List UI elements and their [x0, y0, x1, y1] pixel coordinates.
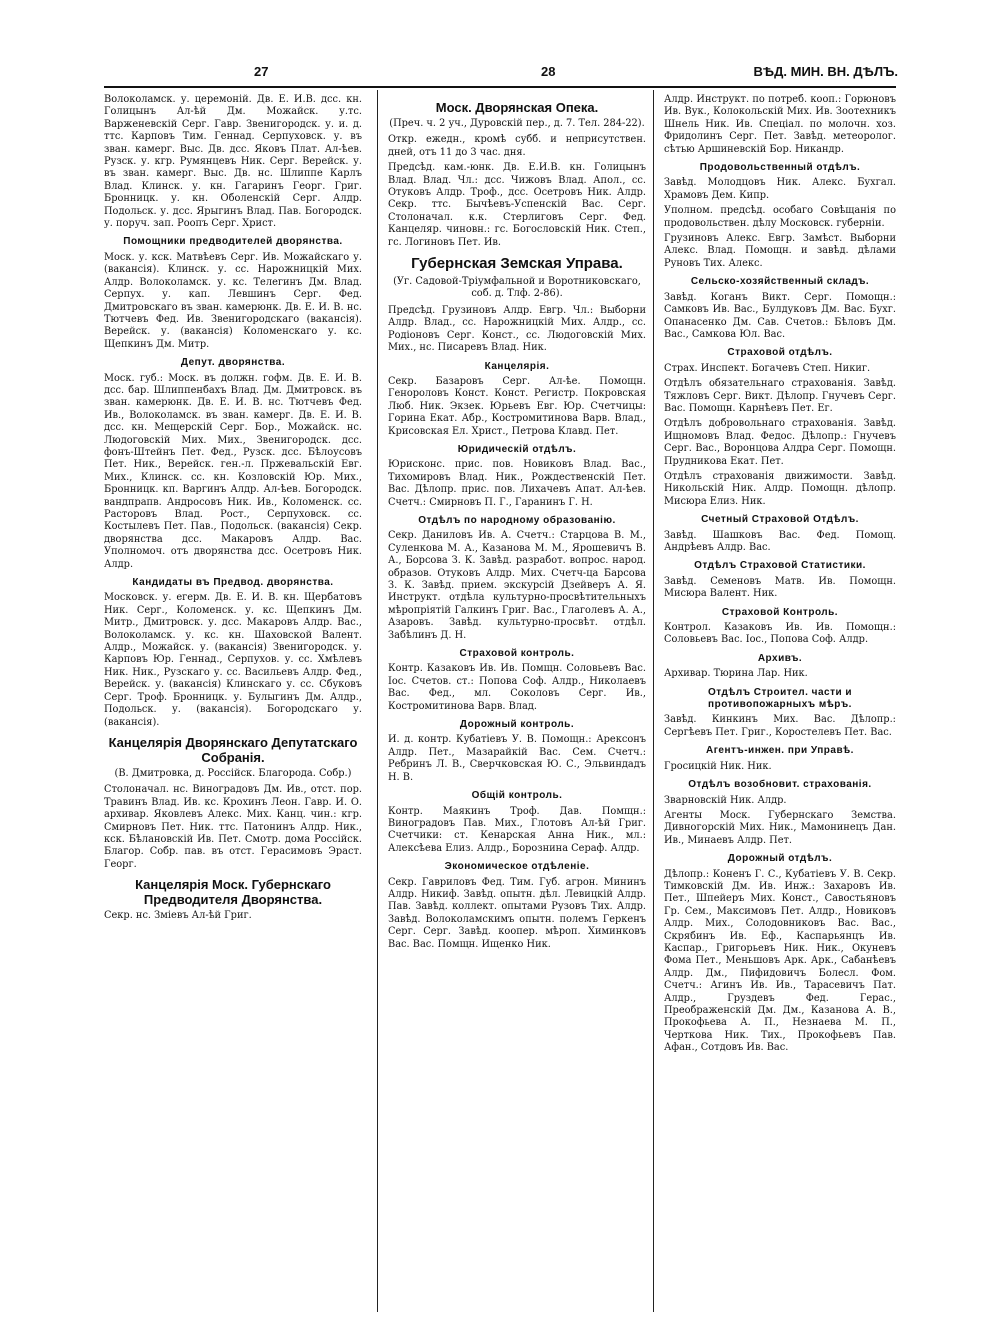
- section-heading: Депут. дворянства.: [180, 357, 286, 369]
- section-heading: Агентъ-инжен. при Управѣ.: [706, 745, 854, 757]
- entry-paragraph: Отдѣлъ страхованія движимости. Завѣд. Никольскій Ник. Алдр. Помощн. дѣлопр. Мисюра Елиз. Ник.: [664, 470, 896, 507]
- entry-paragraph: Отдѣлъ добровольнаго страхованія. Завѣд. Ищномовъ Влад. Федос. Дѣлопр.: Гнучевъ Серг. Вас., Воронцова Алдра Серг. Помощн. Прудникова Екат. Пет.: [664, 418, 896, 467]
- section-heading: Общій контроль.: [471, 790, 563, 802]
- column-middle: [388, 94, 646, 1314]
- entry-paragraph: Откр. ежедн., кромѣ субб. и неприсутствен. дней, отъ 11 до 3 час. дня.: [388, 134, 646, 158]
- entry-paragraph: Контр. Казаковъ Ив. Ив. Помщн. Соловьевъ Вас. Іос. Счетов. ст.: Попова Соф. Алдр., Николаевъ Вас. Фед., мл. Соколовъ Серг. Ив., Костромитинова Варв. Влад.: [388, 663, 646, 712]
- entry-paragraph: Волоколамск. у. церемоній. Дв. Е. И.В. дсс. кн. Голицынъ Ал-ѣй Дм. Можайск. у.тс. Варженевскій Серг. Гавр. Звенигородск. у. и. д. ттс. Карповъ Тим. Геннад. Серпуховск. у. въ зван. камерг. Выс. Дв. дсс. Яковъ Плат. Ал-ѣев. Рузск. у. кгр. Румянцевъ Ник. Серг. Верейск. у. въ зван. камерг. Выс. Дв. нс. Шлиппе Карлъ Влад. Клинск. у. кн. Гагаринъ Георг. Григ. Бронницк. у. кн. Оболенскій Серг. Алдр. Подольск. у. дсс. Ярыгинъ Влад. Пав. Богородск. у. поруч. зап. Роопъ Серг. Христ.: [104, 94, 362, 230]
- section-heading: Страховой Контроль.: [721, 606, 839, 618]
- entry-paragraph: Агенты Моск. Губернскаго Земства. Дивногорскій Мих. Ник., Мамонинецъ Дан. Ив., Минаевъ Алдр. Пет.: [664, 809, 896, 846]
- entry-paragraph: Московск. у. егерм. Дв. Е. И. В. кн. Щербатовъ Ник. Серг., Коломенск. у. кс. Щепкинъ Дм. Митр., Дмитровск. у. дсс. Макаровъ Алдр. Вас., Волоколамск. у. кс. кн. Шаховской Валент. Алдр., Можайск. у. (вакансія) Звенигородск. у. Карповъ Юр. Геннад., Серпухов. у. сс. Хмѣлевъ Ник. Ник., Рузскаго у. сс. Васильевъ Алдр. Фед., Верейск. у. (вакансія) Клинскаго у. сс. Сбуковъ Серг. Троф. Бронницк. у. Булыгинъ Дм. Алдр., Подольск. у. (вакансія). Богородскаго у. (вакансія).: [104, 592, 362, 728]
- entry-paragraph: Завѣд. Молодцовъ Ник. Алекс. Бухгал. Храмовъ Дем. Кипр.: [664, 177, 896, 201]
- section-heading: Экономическое отдѣленіе.: [444, 861, 590, 873]
- entry-paragraph: Моск. у. кск. Матвѣевъ Серг. Ив. Можайскаго у. (вакансія). Клинск. у. сс. Нарожницкій Мих. Алдр. Волоколамск. у. кс. Телегинъ Дм. Влад. Серпух. у. кап. Левшинъ Серг. Фед. Дмитровскаго въ зван. камерюнк. Дв. Е. И. В. нс. Тютчевъ Фед. Ив. Звенигородскаго (вакансія). Верейск. у. (вакансія) Коломенскаго у. кс. Щепкинъ Дм. Митр.: [104, 251, 362, 350]
- section-heading: Сельско-хозяйственный складъ.: [690, 276, 870, 288]
- entry-paragraph: Контр. Маякинъ Троф. Дав. Помщн.: Виноградовъ Пав. Мих., Глотовъ Ал-ѣй Григ. Счетчики: ст. Кенарская Анна Ник., мл.: Алексѣева Елиз. Алдр., Борознина Сераф. Алдр.: [388, 805, 646, 854]
- block-heading: Моск. Дворянская Опека.: [435, 100, 599, 115]
- entry-paragraph: Уполном. предсѣд. особаго Совѣщанія по продовольствен. дѣлу Московск. губерніи.: [664, 205, 896, 229]
- entry-paragraph: Дѣлопр.: Коненъ Г. С., Кубатіевъ У. В. Секр. Тимковскій Дм. Ив. Инж.: Захаровъ Ив. Пет., Шпейеръ Мих. Конст., Савостьяновъ Гр. Сем., Максимовъ Пет. Алдр., Новиковъ Алдр. Мих., Солодовниковъ Вас. Вас., Скрябинъ Ив. Еф., Каспарьянцъ Ив. Каспар., Григорьевъ Ник. Ник., Окуневъ Фома Пет., Меньшовъ Арк. Арк., Сабанѣевъ Алдр. Дм., Пифидовичъ Болесл. Фом. Счетч.: Агинъ Ив. Ив., Тарасевичъ Пат. Алдр., Груздевъ Фед. Герас., Преображенскій Дм. Дм., Казанова А. В., Прокофьева А. П., Незнаева М. П., Черткова Ник. Тих., Прокофьевъ Пав. Афан., Сотдовъ Ив. Вас.: [664, 868, 896, 1054]
- entry-paragraph: Предсѣд. Грузиновъ Алдр. Евгр. Чл.: Выборни Алдр. Влад., сс. Нарожницкій Мих. Алдр., сс. Родіоновъ Серг. Конст., сс. Людоговскій Мих. Мих., нс. Писаревъ Влад. Ник.: [388, 304, 646, 354]
- entry-paragraph: Столоначал. нс. Виноградовъ Дм. Ив., отст. пор. Травинъ Влад. Ив. кс. Крохинъ Леон. Гавр. И. О. архивар. Яковлевъ Алекс. Мих. Канц. чин.: кгр. Смирновъ Пет. Ник. ттс. Патонинъ Алдр. Ник., кск. Бѣлановскій Ив. Пет. Смотр. дома Россійск. Благор. Собр. пав. въ отст. Герасимовъ Эраст. Георг.: [104, 784, 362, 870]
- section-heading: Счетный Страховой Отдѣлъ.: [701, 514, 859, 526]
- entry-paragraph: И. д. контр. Кубатіевъ У. В. Помощн.: Арексонъ Алдр. Пет., Мазарайкій Вас. Сем. Счетч.: Ребринъ Л. В., Сверчковская Ю. С., Эльвиндадъ Н. В.: [388, 734, 646, 783]
- column-divider-2: [653, 90, 654, 1312]
- section-heading: Помощники предводителей дворянства.: [123, 236, 343, 248]
- address-note: (Преч. ч. 2 уч., Дуровскій пер., д. 7. Тел. 284-22).: [389, 118, 645, 129]
- entry-paragraph: Алдр. Инструкт. по потреб. кооп.: Горюновъ Ив. Вук., Колокольскій Мих. Ив. Зоотехникъ Шнель Ник. Ив. Спеціал. по молочн. хоз. Фридолинъ Серг. Пет. Завѣд. метеоролог. сѣтью Аршиневскій Бор. Никандр.: [664, 94, 896, 155]
- page-number-left: 27: [254, 64, 269, 79]
- entry-paragraph: Контрол. Казаковъ Ив. Ив. Помощн.: Соловьевъ Вас. Іос., Попова Соф. Алдр.: [664, 622, 896, 646]
- page-number-center: 28: [541, 64, 556, 79]
- section-heading: Страховой отдѣлъ.: [727, 347, 833, 359]
- entry-paragraph: Отдѣлъ обязательнаго страхованія. Завѣд. Тяжловъ Серг. Викт. Дѣлопр. Гнучевъ Серг. Вас. Помощн. Карнѣевъ Пет. Ег.: [664, 378, 896, 414]
- entry-paragraph: Секр. Даниловъ Ив. А. Счетч.: Старцова В. М., Суленкова М. А., Казанова М. М., Ярошевичъ В. А., Борсова З. К. Завѣд. разработ. вопрос. народ. образов. Отуковъ Алдр. Мих. Счетч-ца Барсова З. К. Завѣд. прием. экскурсій Дзейверъ А. Я. Инструкт. отдѣла культурно-просвѣтительныхъ мѣропріятій Галкинъ Григ. Вас., Глаголевъ А. А., Азаровъ. Завѣд. культурно-просвѣт. отдѣл. Забѣлинъ Д. Н.: [388, 530, 646, 641]
- column-divider-1: [377, 90, 378, 1312]
- header-rule: [104, 86, 896, 88]
- entry-paragraph: Завѣд. Кинкинъ Мих. Вас. Дѣлопр.: Сергѣевъ Пет. Григ., Коростелевъ Пет. Вас.: [664, 714, 896, 738]
- entry-paragraph: Гросицкій Ник. Ник.: [664, 760, 772, 772]
- section-heading: Кандидаты въ Предвод. дворянства.: [132, 577, 334, 589]
- major-heading: Губернская Земская Управа.: [411, 255, 623, 273]
- section-heading: Юридическій отдѣлъ.: [457, 443, 577, 455]
- entry-paragraph: Завѣд. Коганъ Викт. Серг. Помощн.: Самковъ Ив. Вас., Булдуковъ Дм. Вас. Бухг. Опанасенко Дм. Сав. Счетов.: Бѣловъ Дм. Вас., Самкова Юл. Вас.: [664, 291, 896, 340]
- block-heading: Канцелярія Моск. Губернскаго Предводителя Дворянства.: [135, 877, 331, 908]
- section-heading: Продовольственный отдѣлъ.: [699, 162, 861, 174]
- entry-paragraph: Завѣд. Семеновъ Матв. Ив. Помощн. Мисюра Валент. Ник.: [664, 575, 896, 600]
- section-heading: Архивъ.: [757, 652, 803, 664]
- entry-paragraph: Юрисконс. прис. пов. Новиковъ Влад. Вас., Тихомировъ Влад. Ник., Рождественскій Пет. Вас. Дѣлопр. прис. пов. Лихачевъ Апат. Ал-ѣев. Счетч.: Смирновъ П. Г., Гаранинъ Г. Н.: [388, 459, 646, 508]
- address-note: (Уг. Садовой-Тріумфальной и Воротниковскаго, соб. д. Тлф. 2-86).: [393, 276, 641, 300]
- column-left: [104, 94, 362, 1314]
- entry-paragraph: Секр. Гавриловъ Фед. Тим. Губ. агрон. Мининъ Алдр. Никиф. Завѣд. опытн. дѣл. Левицкій Алдр. Пав. Завѣд. коллект. опытами Рузовъ Тих. Алдр. Завѣд. Волоколамскимъ опытн. полемъ Геркенъ Серг. Серг. Завѣд. коопер. мѣроп. Химинковъ Вас. Вас. Помщн. Ищенко Ник.: [388, 876, 646, 950]
- page-header: [104, 62, 898, 84]
- section-heading: Отдѣлъ возобновит. страхованія.: [688, 779, 872, 791]
- section-heading: Страховой контроль.: [459, 648, 575, 660]
- column-right: [664, 94, 896, 1314]
- entry-paragraph: Архивар. Тюрина Лар. Ник.: [664, 668, 808, 680]
- entry-paragraph: Зварновскій Ник. Алдр.: [664, 794, 787, 806]
- section-heading: Отдѣлъ по народному образованію.: [418, 514, 616, 526]
- section-heading: Отдѣлъ Страховой Статистики.: [694, 560, 866, 572]
- section-heading: Отдѣлъ Строител. части и противопожарныхъ мѣръ.: [707, 686, 853, 711]
- entry-paragraph: Предсѣд. кам.-юнк. Дв. Е.И.В. кн. Голицынъ Влад. Влад. Чл.: дсс. Чижовъ Влад. Апол., сс. Отуковъ Алдр. Троф., дсс. Осетровъ Ник. Алдр. Секр. ттс. Бычѣевъ-Успенскій Вас. Серг. Столоначал. к.к. Стерлиговъ Серг. Фед. Канцеляр. чиновн.: гс. Богословскій Ник. Степ., гс. Логиновъ Пет. Ив.: [388, 162, 646, 248]
- section-heading: Канцелярія.: [484, 360, 550, 372]
- block-heading: Канцелярія Дворянскаго Депутатскаго Собранія.: [108, 734, 358, 765]
- entry-paragraph: Секр. нс. Зміевъ Ал-ѣй Григ.: [104, 910, 252, 922]
- entry-paragraph: Секр. Базаровъ Серг. Ал-ѣе. Помощн. Генороловъ Конст. Конст. Регистр. Покровская Люб. Ник. Экзек. Юрьевъ Евг. Юр. Счетчицы: Горина Екат. Абр., Костромитинова Варв. Влад., Крисовская Ел. Христ., Петрова Клавд. Пет.: [388, 375, 646, 437]
- entry-paragraph: Страх. Инспект. Богачевъ Степ. Никиг.: [664, 362, 871, 374]
- section-heading: Дорожный контроль.: [459, 719, 575, 731]
- entry-paragraph: Завѣд. Шашковъ Вас. Фед. Помощ. Андрѣевъ Алдр. Вас.: [664, 529, 896, 553]
- running-head: ВѢД. МИН. ВН. ДѢЛЪ.: [753, 64, 898, 79]
- address-note: (В. Дмитровка, д. Россійск. Благорода. Собр.): [114, 767, 352, 779]
- entry-paragraph: Грузиновъ Алекс. Евгр. Замѣст. Выборни Алекс. Влад. Помощн. и завѣд. дѣлами Руновъ Тих. Алекс.: [664, 233, 896, 269]
- section-heading: Дорожный отдѣлъ.: [727, 853, 833, 865]
- entry-paragraph: Моск. губ.: Моск. въ должн. гофм. Дв. Е. И. В. дсс. бар. Шлиппенбахъ Влад. Дм. Дмитровск. въ зван. камерюнк. Дв. Е. И. В. нс. Тютчевъ Фед. Ив., Волоколамск. въ зван. камерг. Дв. Е. И. В. дсс. кн. Мещерскій Серг. Бор., Можайск. нс. Людоговскій Мих. Мих., Звенигородск. дсс. фонъ-Штейнъ Пет. Фед., Рузск. дсс. Бѣлоусовъ Пет. Ник., Верейск. ген.-л. Пржевальскій Евг. Мих., Клинск. сс. кн. Козловскій Юр. Мих., Бронницк. кп. Варгинъ Алдр. Ал-ѣев. Богородск. вандпрапв. Андросовъ Ник. Ив., Коломенск. сс. Расторовъ Влад. Рост., Серпуховск. сс. Костылевъ Пет. Пав., Подольск. (вакансія) Секр. дворянства дсс. Макаровъ Алдр. Вас. Уполномоч. отъ дворянства дсс. Осетровъ Ник. Алдр.: [104, 372, 362, 570]
